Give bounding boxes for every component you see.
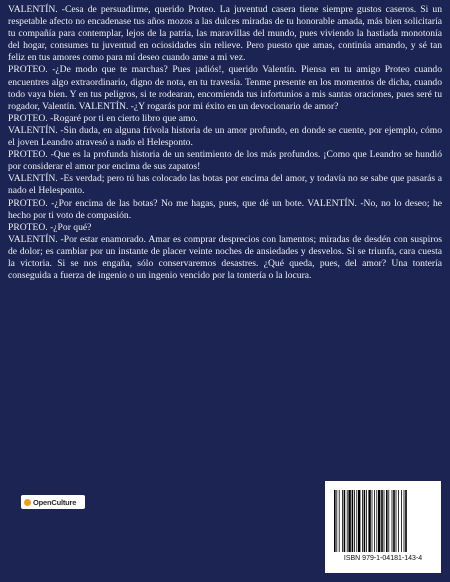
isbn-number: ISBN 979-1-04181-143-4: [343, 555, 423, 562]
barcode-bar: [366, 490, 367, 552]
paragraph-4: VALENTÍN. -Sin duda, en alguna frívola historia de un amor profundo, en donde se cuente, por ejemplo, cómo el joven Leandro atravesó a nado el Helesponto.: [8, 124, 442, 149]
barcode-bar: [358, 490, 360, 552]
paragraph-6: VALENTÍN. -Es verdad; pero tú has colocado las botas por encima del amor, y todavía no se sabe que pasarás a nado el Helesponto.: [8, 173, 442, 197]
paragraph-1: VALENTÍN. -Cesa de persuadirme, querido Proteo. La juventud casera tiene siempre gustos caseros. Si un respetable afecto no encadenase tus años mozos a las dulces miradas de tu honorable amada, más bien solicitaría tu compañía para contemplar, lejos de la patria, las maravillas del mundo, pues viviendo la hastiada monotonía del hogar, consumes tu juventud en ociosidades sin relieve. Pero puesto que amas, continúa amando, y sé tan feliz en tus amores como para mí deseo cuando ame a mi vez.: [8, 4, 442, 64]
paragraph-7: PROTEO. -¿Por encima de las botas? No me hagas, pues, que dé un bote. VALENTÍN. -No, no lo deseo; he hecho por ti voto de compasión.: [8, 197, 442, 221]
paragraph-2: PROTEO. -¿De modo que te marchas? Pues ¡adiós!, querido Valentín. Piensa en tu amigo Proteo cuando encuentres algo extraordinario, digno de nota, en tu travesía. Tenme presente en los momentos de dicha, cuando todo vaya bien. Y en tus peligros, si te rodearan, encomienda tus infortunios a mis santas oraciones, pues seré tu rogador, Valentín. VALENTÍN. -¿Y rogarás por mi éxito en un devocionario de amor?: [8, 64, 442, 112]
barcode-bar: [364, 490, 366, 552]
isbn-barcode: [325, 481, 441, 573]
barcode-bar: [404, 490, 405, 552]
barcode-bar: [352, 490, 354, 552]
barcode-bar: [381, 490, 383, 552]
publisher-logo: [21, 495, 85, 509]
barcode-bar: [348, 490, 350, 552]
barcode-bar: [392, 490, 393, 552]
paragraph-9: VALENTÍN. -Por estar enamorado. Amar es comprar desprecios con lamentos; miradas de desdén con suspiros de dolor; es cambiar por un instante de placer veinte noches de ansiedades y desvelos. Si se triunfa, cara cuesta la victoria. Si se nos engaña, sólo conservaremos desastres. ¿Qué queda, pues, del amor? Una tontería conseguida a fuerza de ingenio o un ingenio vencido por la tontería o la locura.: [8, 233, 442, 282]
barcode-bar: [388, 490, 389, 552]
barcode-bar: [378, 490, 380, 552]
excerpt-text: [8, 4, 442, 282]
barcode-bar: [386, 490, 388, 552]
barcode-bar: [354, 490, 355, 552]
barcode-bar: [376, 490, 377, 552]
paragraph-3: PROTEO. -Rogaré por ti en cierto libro que amo.: [8, 112, 198, 124]
paragraph-5: PROTEO. -Que es la profunda historia de un sentimiento de los más profundos. ¡Como que Leandro se hundió por considerar el amor por encima de sus zapatos!: [8, 149, 442, 173]
barcode-bar: [368, 490, 370, 552]
barcode-icon: [334, 490, 432, 552]
barcode-bar: [339, 490, 340, 552]
paragraph-8: PROTEO. -¿Por qué?: [8, 221, 92, 233]
barcode-bar: [401, 490, 402, 552]
barcode-bar: [405, 490, 407, 552]
barcode-bar: [374, 490, 375, 552]
barcode-bar: [384, 490, 385, 552]
barcode-bar: [393, 490, 395, 552]
barcode-bar: [334, 490, 336, 552]
barcode-bar: [362, 490, 363, 552]
publisher-logo-icon: [24, 499, 31, 506]
barcode-bar: [372, 490, 373, 552]
barcode-bar: [342, 490, 343, 552]
barcode-bar: [398, 490, 399, 552]
barcode-bar: [347, 490, 348, 552]
barcode-bar: [344, 490, 346, 552]
barcode-bar: [356, 490, 357, 552]
publisher-logo-text: OpenCulture: [33, 497, 77, 507]
barcode-bar: [396, 490, 397, 552]
barcode-bar: [336, 490, 337, 552]
